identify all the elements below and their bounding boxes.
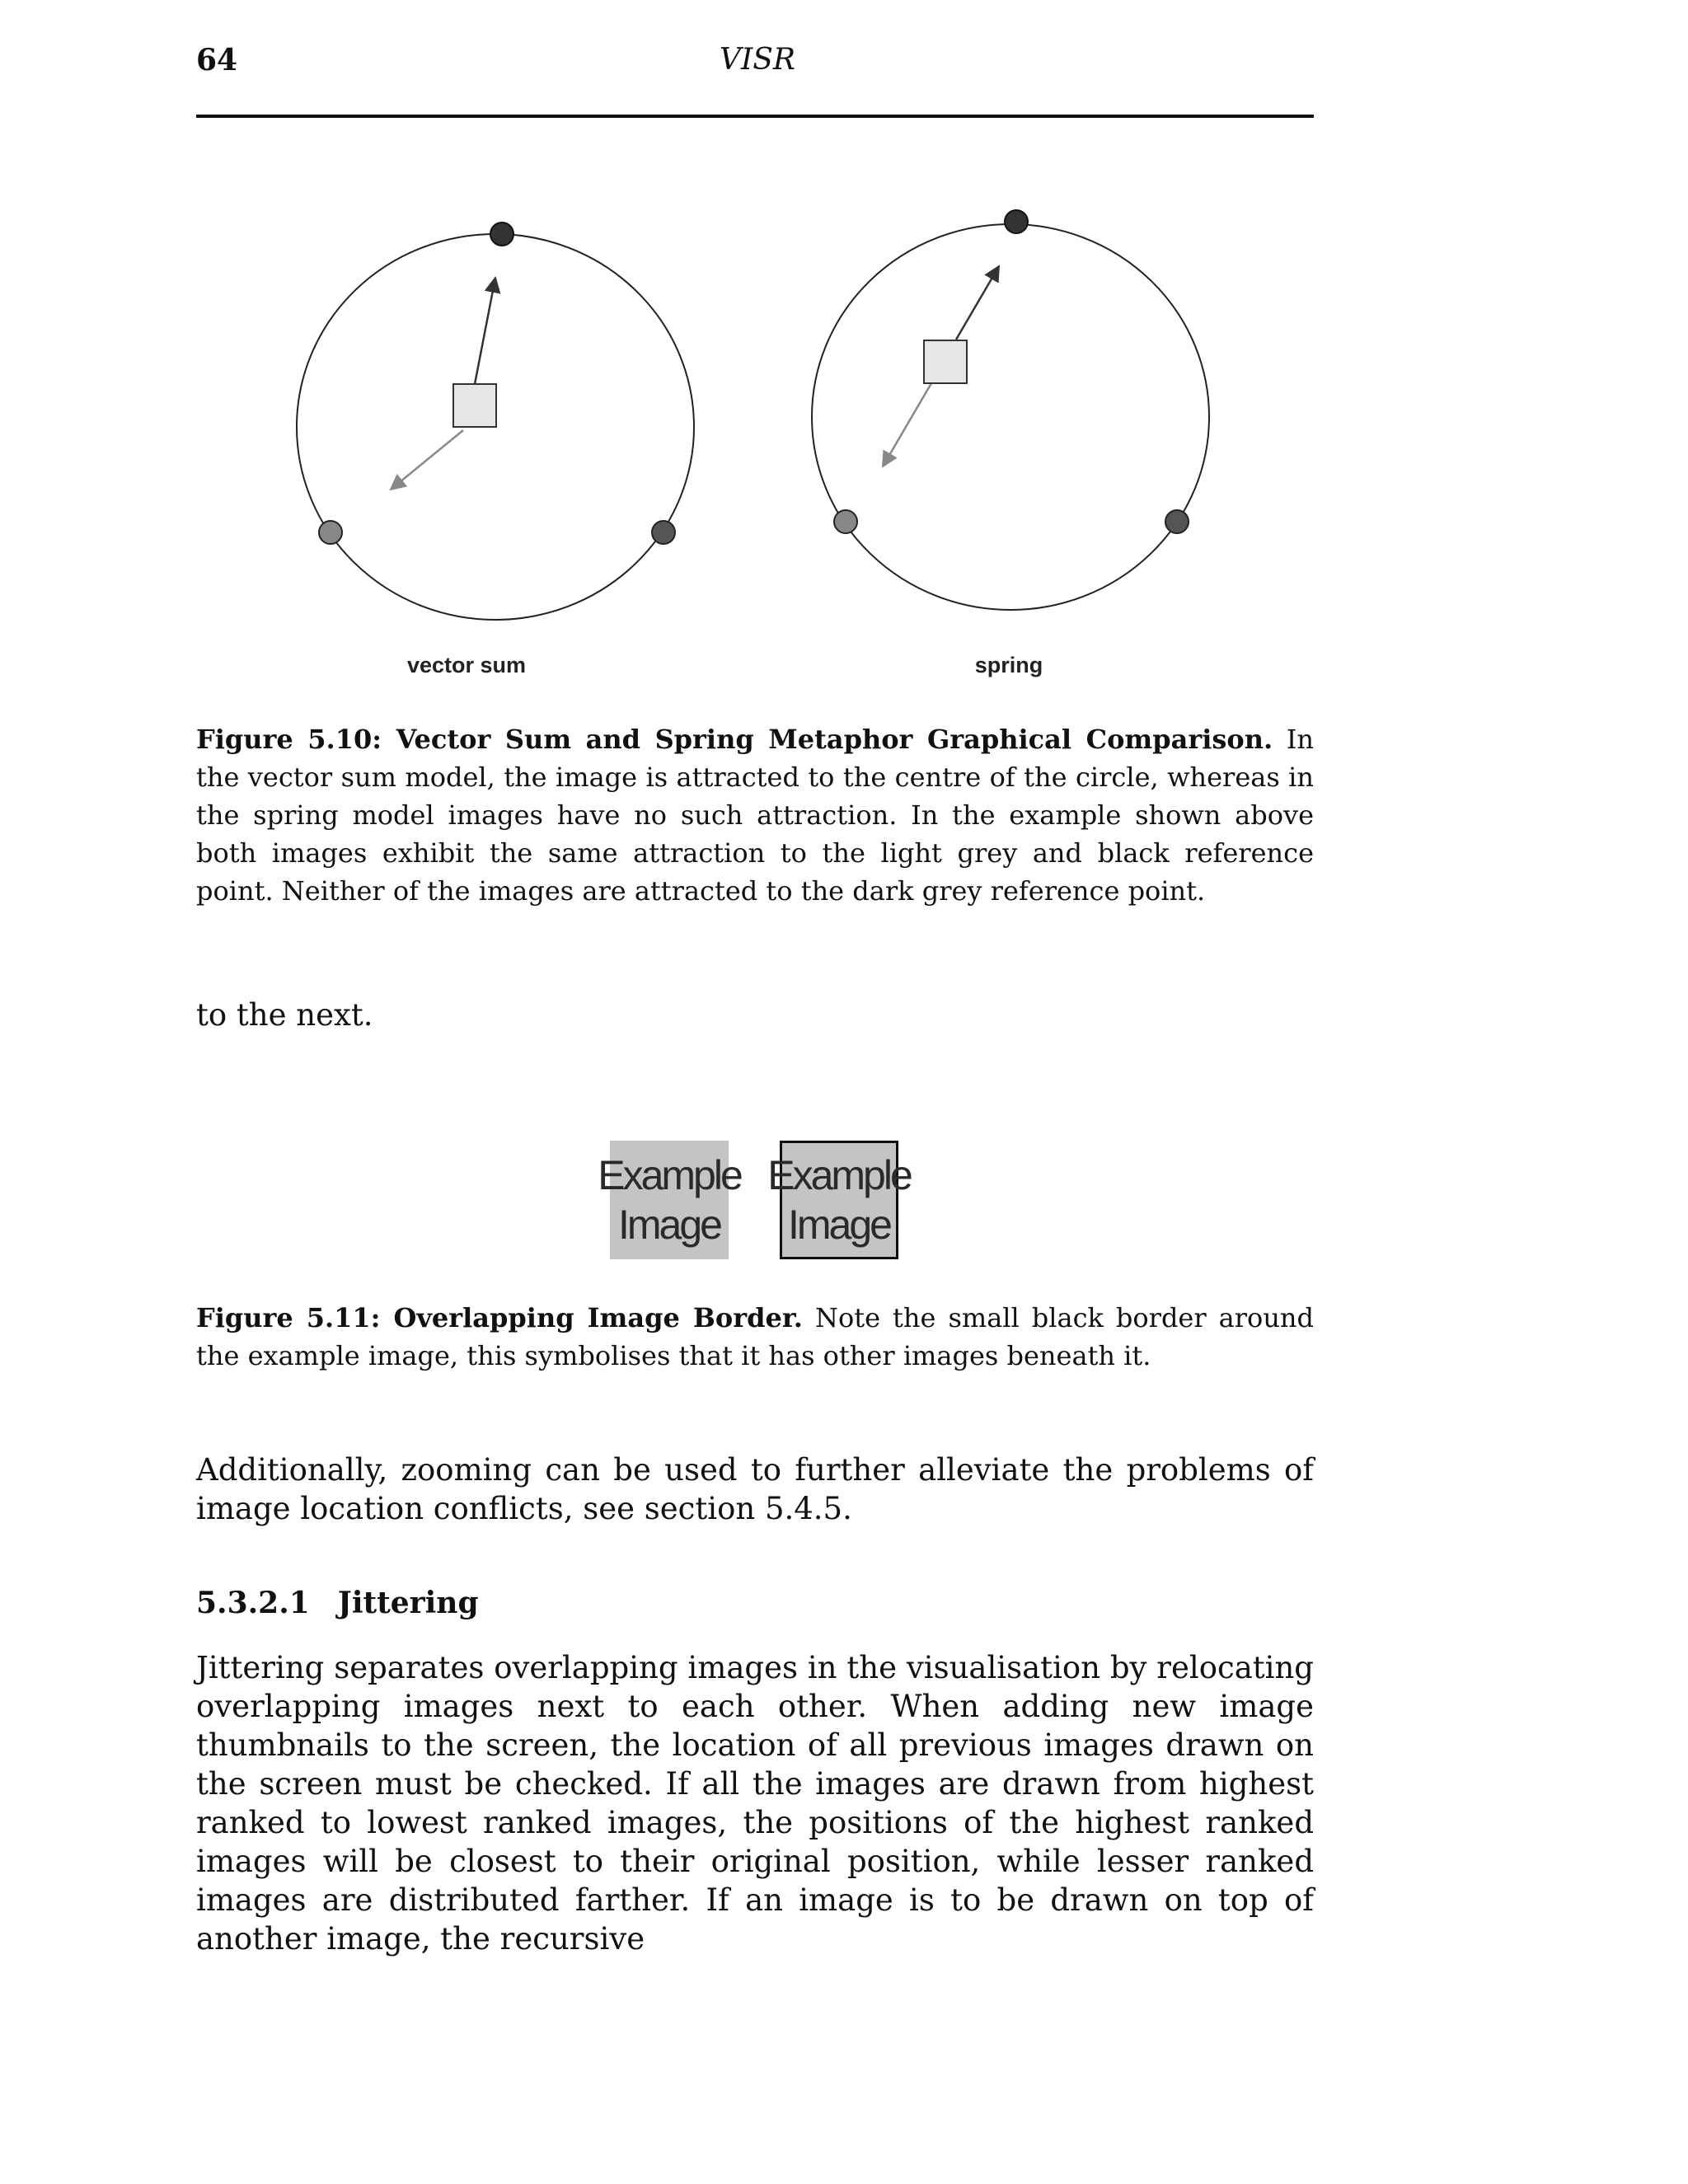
figure-5-11-caption-title: Figure 5.11: Overlapping Image Border. — [196, 1302, 803, 1333]
vector-sum-label: vector sum — [406, 653, 527, 677]
example-image-line2: Image — [788, 1202, 890, 1248]
spring-grey-arrow — [883, 383, 931, 466]
example-image-bordered — [767, 1141, 911, 1259]
page-number: 64 — [196, 43, 238, 77]
figure-5-11-caption — [196, 1299, 1314, 1375]
spring-dark-grey-point — [1165, 510, 1189, 533]
example-image-line1: Example — [598, 1152, 741, 1198]
paragraph-zooming: Additionally, zooming can be used to further alleviate the problems of image location conflicts, see section 5.4.5. — [196, 1452, 1314, 1526]
example-image-line1: Example — [767, 1152, 911, 1198]
example-image-plain — [598, 1141, 741, 1259]
figure-5-11-caption-text: Note the small black border around the example image, this symbolises that it has other images beneath it. — [196, 1302, 1315, 1371]
figure-5-10-diagram — [0, 0, 1688, 659]
vector-sum-light-grey-point — [319, 521, 342, 544]
vector-sum-image-square — [453, 384, 496, 427]
vector-sum-grey-arrow — [391, 430, 463, 490]
figure-5-10-caption-title: Figure 5.10: Vector Sum and Spring Metaphor Graphical Comparison. — [196, 724, 1273, 755]
figure-5-10-caption — [196, 720, 1314, 910]
vector-sum-black-arrow — [475, 278, 495, 384]
example-image-line2: Image — [618, 1202, 720, 1248]
vector-sum-dark-grey-point — [652, 521, 675, 544]
figure-5-10-caption-text: In the vector sum model, the image is attracted to the centre of the circle, whereas in the spring model images have no such attraction. In the example shown above both images exhibit the same attraction to the light grey and black reference point. Neither of the images are attracted to the dark grey reference point. — [196, 724, 1315, 907]
spring-label: spring — [974, 653, 1043, 677]
spring-black-point — [1005, 210, 1028, 233]
running-title: VISR — [720, 43, 795, 77]
spring-circle — [812, 224, 1209, 610]
section-title: Jittering — [337, 1586, 479, 1620]
vector-sum-panel — [297, 223, 694, 620]
paragraph-jittering: Jittering separates overlapping images in the visualisation by relocating overlapping images next to each other. When adding new image thumbnails to the screen, the location of all previous images drawn on the screen must be checked. If all the images are drawn from highest ranked to lowest ranked images, the positions of the highest ranked images will be closest to their original position, while lesser ranked images are distributed farther. If an image is to be drawn on top of another image, the recursive — [196, 1650, 1314, 1957]
vector-sum-black-point — [490, 223, 513, 246]
spring-image-square — [924, 340, 967, 383]
section-number: 5.3.2.1 — [196, 1586, 310, 1620]
section-heading — [196, 1586, 479, 1620]
continuation-text: to the next. — [196, 997, 373, 1033]
spring-panel — [812, 210, 1209, 610]
spring-black-arrow — [956, 266, 999, 340]
spring-light-grey-point — [834, 510, 857, 533]
